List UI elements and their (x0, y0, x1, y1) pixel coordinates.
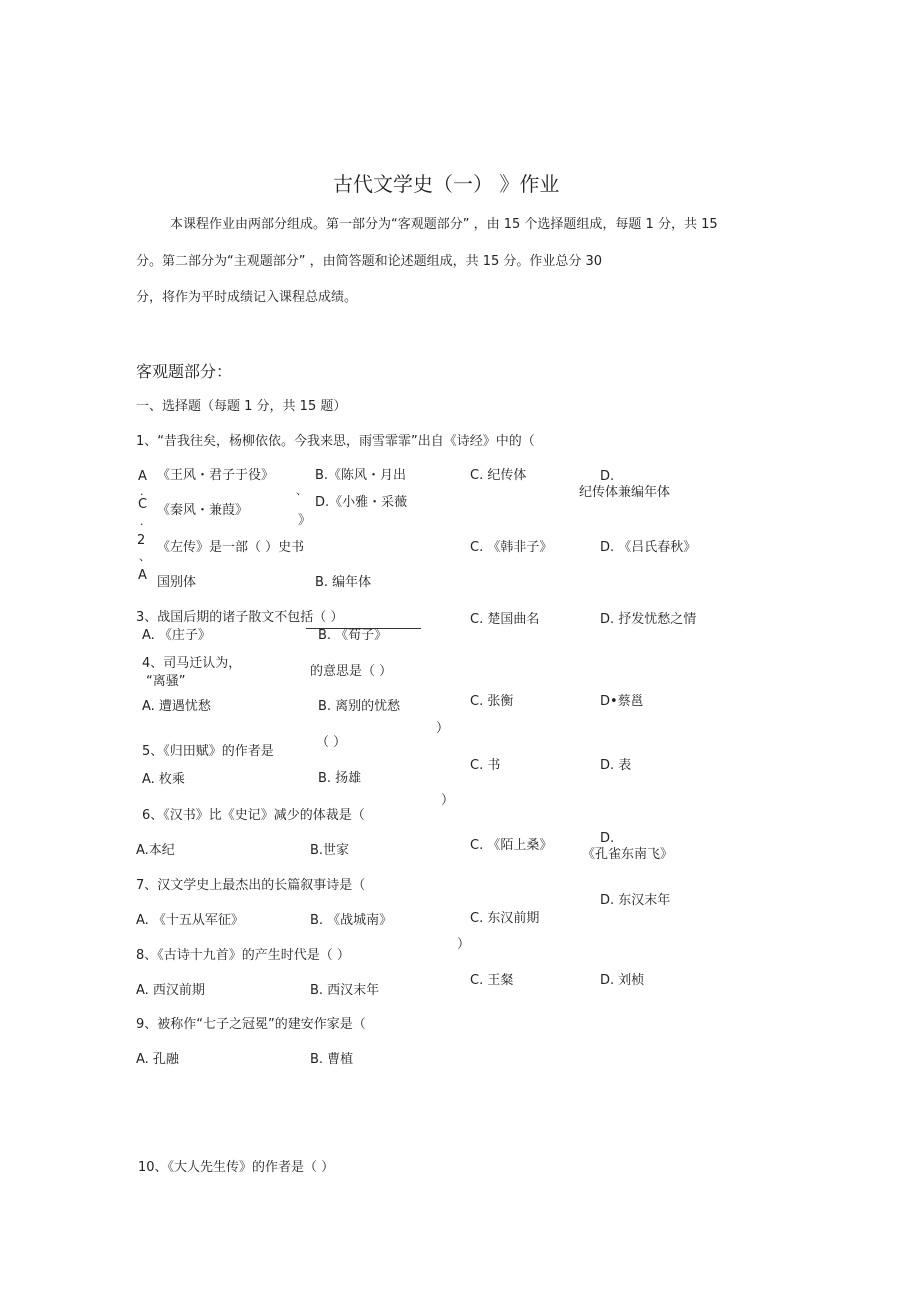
question-stem: 《左传》是一部（ ）史书 (157, 540, 305, 555)
option-b: B. 编年体 (315, 575, 372, 590)
option-letter: D. (600, 469, 615, 484)
option-dot: . (140, 485, 144, 498)
option-b: B. 西汉末年 (310, 983, 380, 998)
option-a: 《王风・君子于役》 (157, 468, 275, 483)
intro-line-3: 分，将作为平时成绩记入课程总成绩。 (136, 290, 358, 305)
option-a: A. 《十五从军征》 (136, 913, 244, 928)
option-b: B. 《战城南》 (310, 913, 393, 928)
option-mark: 、 (296, 484, 307, 497)
page-title: 古代文学史（一） 》作业 (333, 172, 560, 196)
question-number: 2 (137, 533, 146, 548)
option-d: D.《小雅・采薇 (315, 495, 408, 510)
option-letter: A (138, 568, 147, 583)
option-a: A.本纪 (136, 843, 175, 858)
question-stem: 的意思是（ ） (310, 664, 393, 679)
option-b: B. 扬雄 (318, 771, 362, 786)
intro-line-1: 本课程作业由两部分组成。第一部分为“客观题部分” ，由 15 个选择题组成，每题 1 分，共 15 (170, 217, 718, 232)
option-dot: . (140, 515, 144, 528)
question-mark: 、 (139, 550, 150, 563)
question-stem: 10、《大人先生传》的作者是（ ） (138, 1160, 335, 1175)
answer-paren: ） (436, 721, 450, 736)
option-c: 《秦风・兼葭》 (157, 503, 249, 518)
option-a: A. 孔融 (136, 1052, 179, 1067)
option-b: B. 离别的忧愁 (318, 699, 401, 714)
answer-paren: ） (457, 937, 471, 952)
question-stem: 9、被称作“七子之冠冕”的建安作家是（ (136, 1017, 366, 1032)
question-stem: 3、战国后期的诸子散文不包括（ ） (136, 610, 344, 625)
option-letter: A (138, 469, 147, 484)
intro-line-2: 分。第二部分为“主观题部分” ，由简答题和论述题组成，共 15 分。作业总分 30 (136, 254, 603, 269)
option-c: C. 《韩非子》 (470, 540, 553, 555)
option-d: D. 东汉末年 (600, 893, 671, 908)
option-b: B.《陈风・月出 (315, 468, 407, 483)
question-stem: 8、《古诗十九首》的产生时代是（ ） (136, 948, 350, 963)
option-c: C. 《陌上桑》 (470, 838, 553, 853)
option-c: C. 楚国曲名 (470, 612, 540, 627)
option-d: D•蔡邕 (600, 694, 644, 709)
option-c: C. 东汉前期 (470, 911, 540, 926)
option-a: A. 遭遇忧愁 (142, 699, 211, 714)
sub-heading: 一、选择题（每题 1 分，共 15 题） (136, 399, 347, 414)
option-c: C. 张衡 (470, 694, 514, 709)
answer-paren: （ ） (316, 735, 347, 750)
option-b: B. 《荀子》 (318, 628, 388, 643)
option-b: B.世家 (310, 843, 350, 858)
section-heading: 客观题部分： (136, 362, 233, 381)
option-letter: D. (600, 831, 615, 846)
option-c: C. 书 (470, 758, 501, 773)
option-d: 纪传体兼编年体 (579, 485, 671, 500)
question-stem: 7、汉文学史上最杰出的长篇叙事诗是（ (136, 878, 366, 893)
option-b: B. 曹植 (310, 1052, 354, 1067)
option-mark: 》 (298, 513, 312, 528)
option-d: D. 抒发忧愁之情 (600, 612, 697, 627)
question-stem: 6、《汉书》比《史记》减少的体裁是（ (142, 808, 365, 823)
question-stem: 1、“昔我往矣，杨柳依依。今我来思，雨雪霏霏”出自《诗经》中的（ (136, 434, 535, 449)
option-a: A. 西汉前期 (136, 983, 205, 998)
option-c: C. 纪传体 (470, 468, 527, 483)
question-stem: 5、《归田赋》的作者是 (142, 744, 274, 759)
option-d: D. 表 (600, 758, 632, 773)
question-stem: 4、司马迁认为， (142, 656, 242, 671)
option-a: A. 《庄子》 (142, 628, 211, 643)
answer-paren: ） (441, 793, 455, 808)
option-letter: C (138, 497, 148, 512)
question-stem: “离骚” (146, 674, 186, 689)
option-d: 《孔雀东南飞》 (582, 847, 674, 862)
option-a: A. 枚乘 (142, 772, 185, 787)
option-c: C. 王粲 (470, 973, 514, 988)
option-d: D. 刘桢 (600, 973, 645, 988)
option-d: D. 《吕氏春秋》 (600, 540, 697, 555)
option-a: 国别体 (157, 575, 197, 590)
